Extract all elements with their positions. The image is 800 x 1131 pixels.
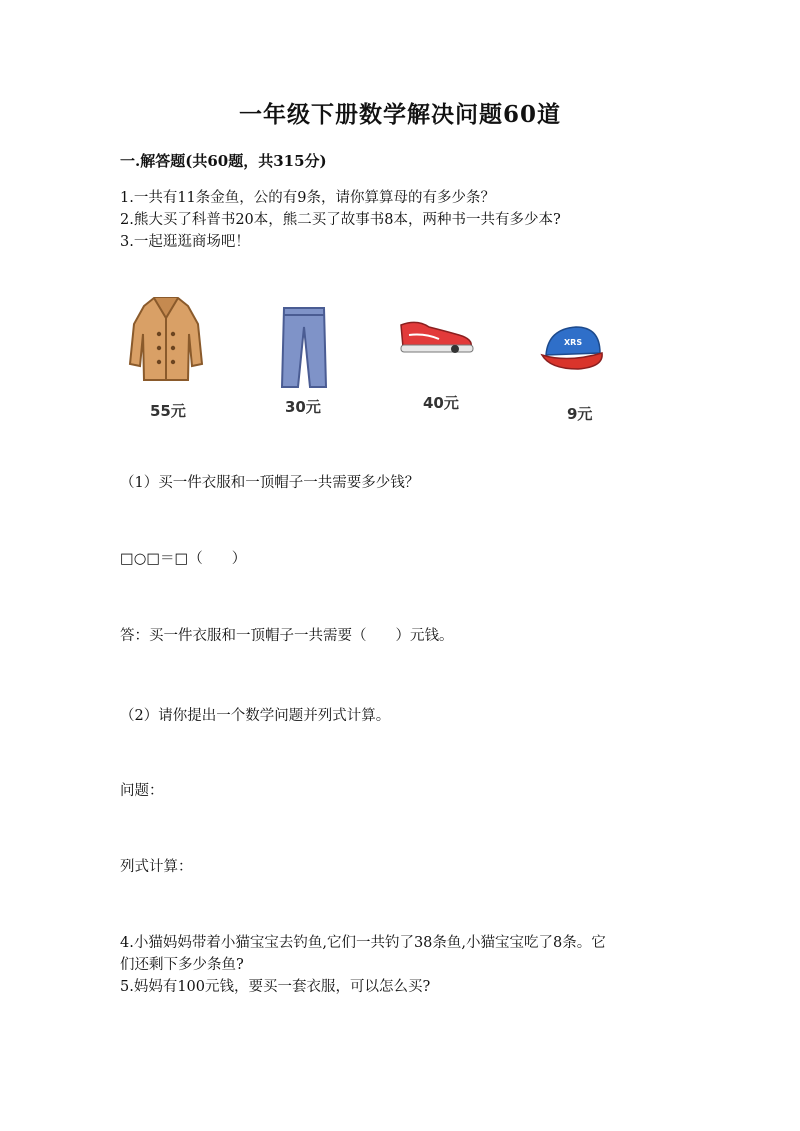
question-3-part-2: （2）请你提出一个数学问题并列式计算。: [120, 708, 391, 724]
question-5: 5.妈妈有100元钱，要买一套衣服，可以怎么买?: [120, 979, 431, 995]
shoes-icon: [395, 317, 477, 357]
question-1: 1.一共有11条金鱼，公的有9条，请你算算母的有多少条？: [120, 190, 496, 206]
question-2: 2.熊大买了科普书20本，熊二买了故事书8本，两种书一共有多少本?: [120, 212, 561, 228]
pants-price: 30元: [285, 398, 321, 416]
section-heading: 一.解答题(共60题，共315分): [120, 152, 327, 170]
cap-item: [538, 323, 606, 373]
coat-item: [126, 294, 206, 384]
question-3-problem-label: 问题：: [120, 783, 164, 799]
question-3: 3.一起逛逛商场吧！: [120, 234, 250, 250]
coat-price: 55元: [150, 402, 186, 420]
question-3-part-1: （1）买一件衣服和一顶帽子一共需要多少钱？: [120, 475, 420, 491]
cap-icon: [538, 323, 606, 373]
page-title: 一年级下册数学解决问题60道: [238, 101, 561, 128]
cap-logo: XRS: [564, 338, 583, 347]
question-3-answer: 答：买一件衣服和一顶帽子一共需要（ ）元钱。: [120, 628, 454, 644]
shoes-item: [395, 317, 477, 357]
pants-item: [279, 305, 329, 390]
cap-price: 9元: [567, 405, 593, 423]
shoes-price: 40元: [423, 394, 459, 412]
question-4-line-2: 们还剩下多少条鱼?: [120, 957, 244, 973]
question-3-formula: □○□＝□（ ）: [120, 551, 247, 567]
question-4-line-1: 4.小猫妈妈带着小猫宝宝去钓鱼,它们一共钓了38条鱼,小猫宝宝吃了8条。它: [120, 935, 606, 951]
question-3-calc-label: 列式计算：: [120, 859, 193, 875]
pants-icon: [279, 305, 329, 390]
coat-icon: [126, 294, 206, 384]
